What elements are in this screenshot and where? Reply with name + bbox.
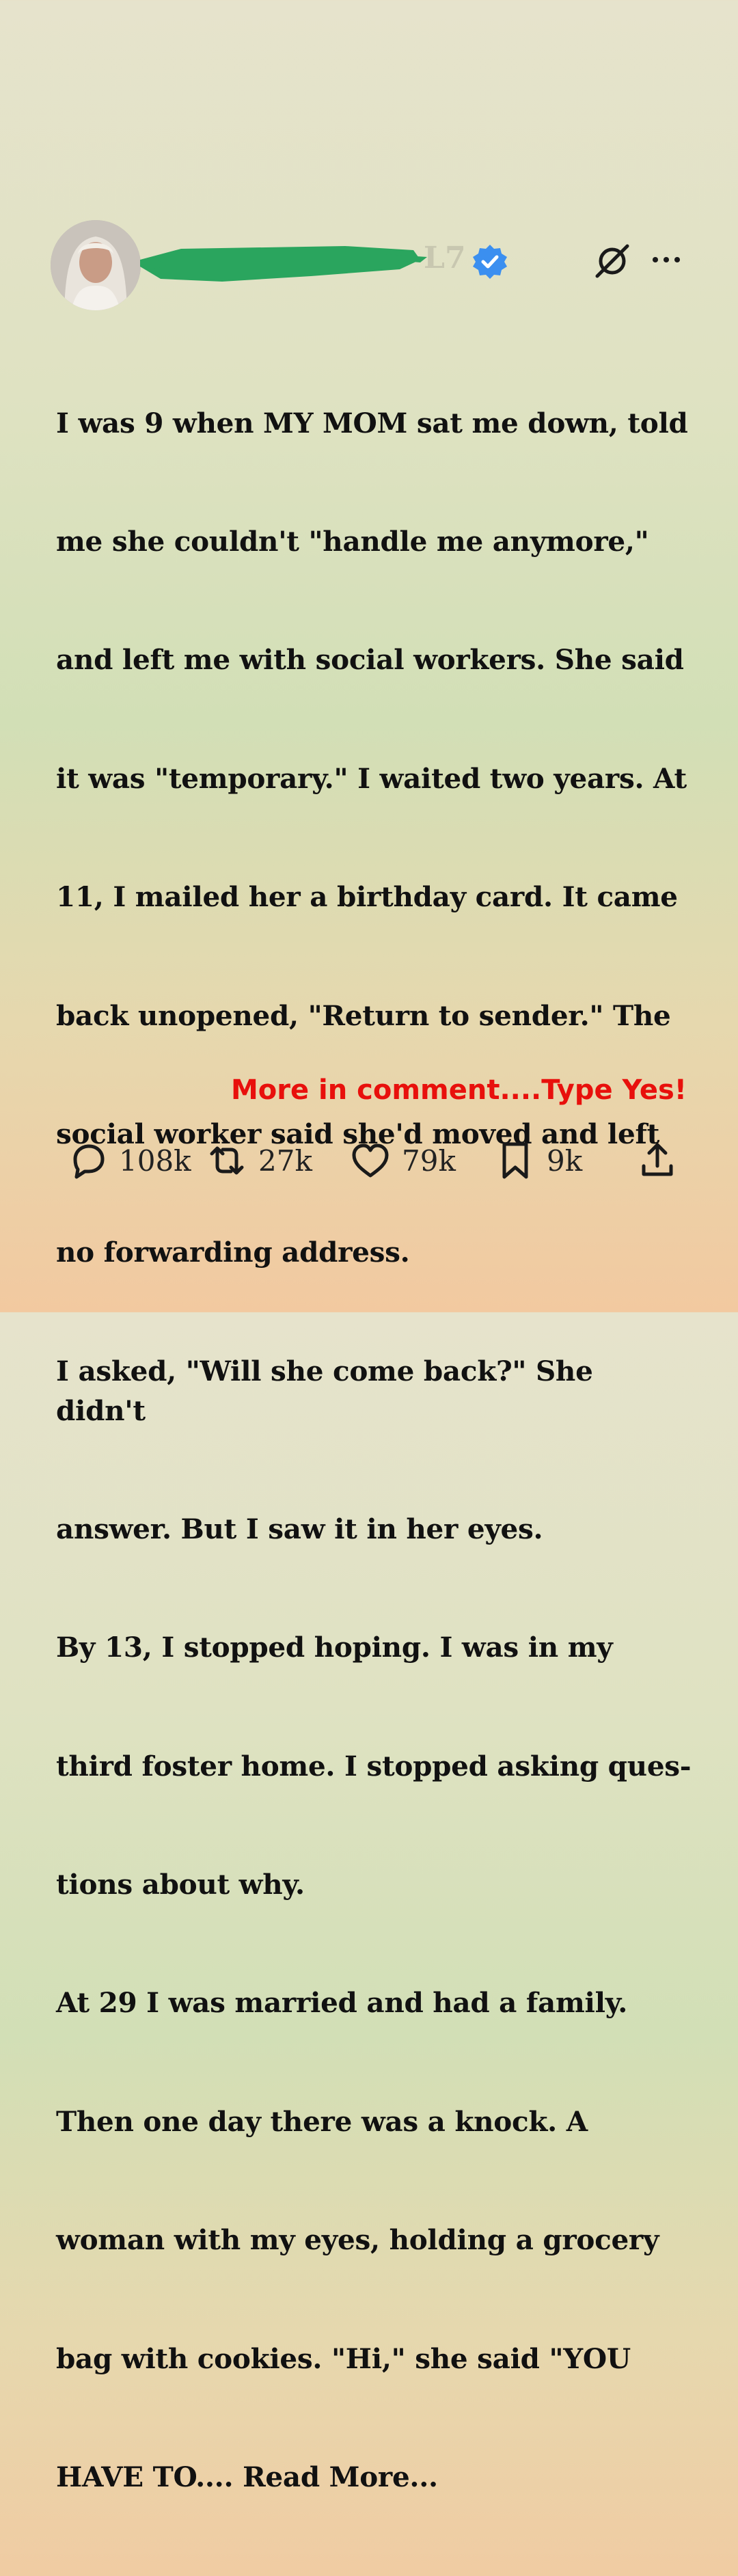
ellipsis-icon[interactable] bbox=[649, 253, 683, 267]
post-line: and left me with social workers. She said bbox=[56, 643, 684, 677]
post-line: it was "temporary." I waited two years. At bbox=[56, 761, 687, 795]
post-line: tions about why. bbox=[56, 1868, 305, 1901]
reply-button[interactable] bbox=[66, 1135, 191, 1187]
repost-icon bbox=[205, 1139, 249, 1182]
post-line: social worker said she'd moved and left bbox=[56, 1117, 660, 1150]
post-line: third foster home. I stopped asking ques- bbox=[56, 1749, 692, 1782]
post-line: Then one day there was a knock. A bbox=[56, 2104, 588, 2138]
author-avatar[interactable] bbox=[51, 220, 141, 310]
post-line: woman with my eyes, holding a grocery bbox=[56, 2223, 659, 2257]
post-line: By 13, I stopped hoping. I was in my bbox=[56, 1631, 613, 1664]
verified-check-icon bbox=[472, 243, 508, 280]
reply-count: 108k bbox=[119, 1143, 191, 1178]
repost-count: 27k bbox=[258, 1143, 312, 1178]
share-button[interactable] bbox=[636, 1135, 679, 1187]
post-line: I asked, "Will she come back?" She didn't bbox=[56, 1354, 603, 1427]
bookmark-button[interactable] bbox=[493, 1135, 582, 1187]
post-line: bag with cookies. "Hi," she said "YOU bbox=[56, 2342, 631, 2375]
share-icon bbox=[636, 1139, 679, 1182]
bookmark-count: 9k bbox=[547, 1143, 583, 1178]
like-button[interactable] bbox=[348, 1135, 456, 1187]
redacted-author-name bbox=[140, 239, 427, 288]
post-line: answer. But I saw it in her eyes. bbox=[56, 1512, 543, 1545]
post-line[interactable]: HAVE TO.... Read More... bbox=[56, 2460, 438, 2494]
slash-circle-icon[interactable] bbox=[593, 242, 631, 280]
comment-call-to-action: More in comment....Type Yes! bbox=[230, 1074, 687, 1106]
repost-button[interactable] bbox=[205, 1135, 312, 1187]
avatar-portrait bbox=[51, 220, 141, 310]
post-line: At 29 I was married and had a family. bbox=[56, 1986, 628, 2020]
action-bar bbox=[0, 1135, 738, 1187]
author-handle-fragment: L7 bbox=[424, 241, 466, 275]
bookmark-icon bbox=[493, 1139, 537, 1182]
post-body bbox=[56, 325, 692, 2576]
reply-icon bbox=[66, 1139, 109, 1182]
post-line: no forwarding address. bbox=[56, 1236, 410, 1269]
post-line: 11, I mailed her a birthday card. It came bbox=[56, 880, 678, 914]
post-line: me she couldn't "handle me anymore," bbox=[56, 524, 649, 558]
heart-icon bbox=[348, 1139, 392, 1182]
like-count: 79k bbox=[402, 1143, 456, 1178]
post-line: back unopened, "Return to sender." The bbox=[56, 999, 671, 1032]
post-line: I was 9 when MY MOM sat me down, told bbox=[56, 406, 688, 439]
